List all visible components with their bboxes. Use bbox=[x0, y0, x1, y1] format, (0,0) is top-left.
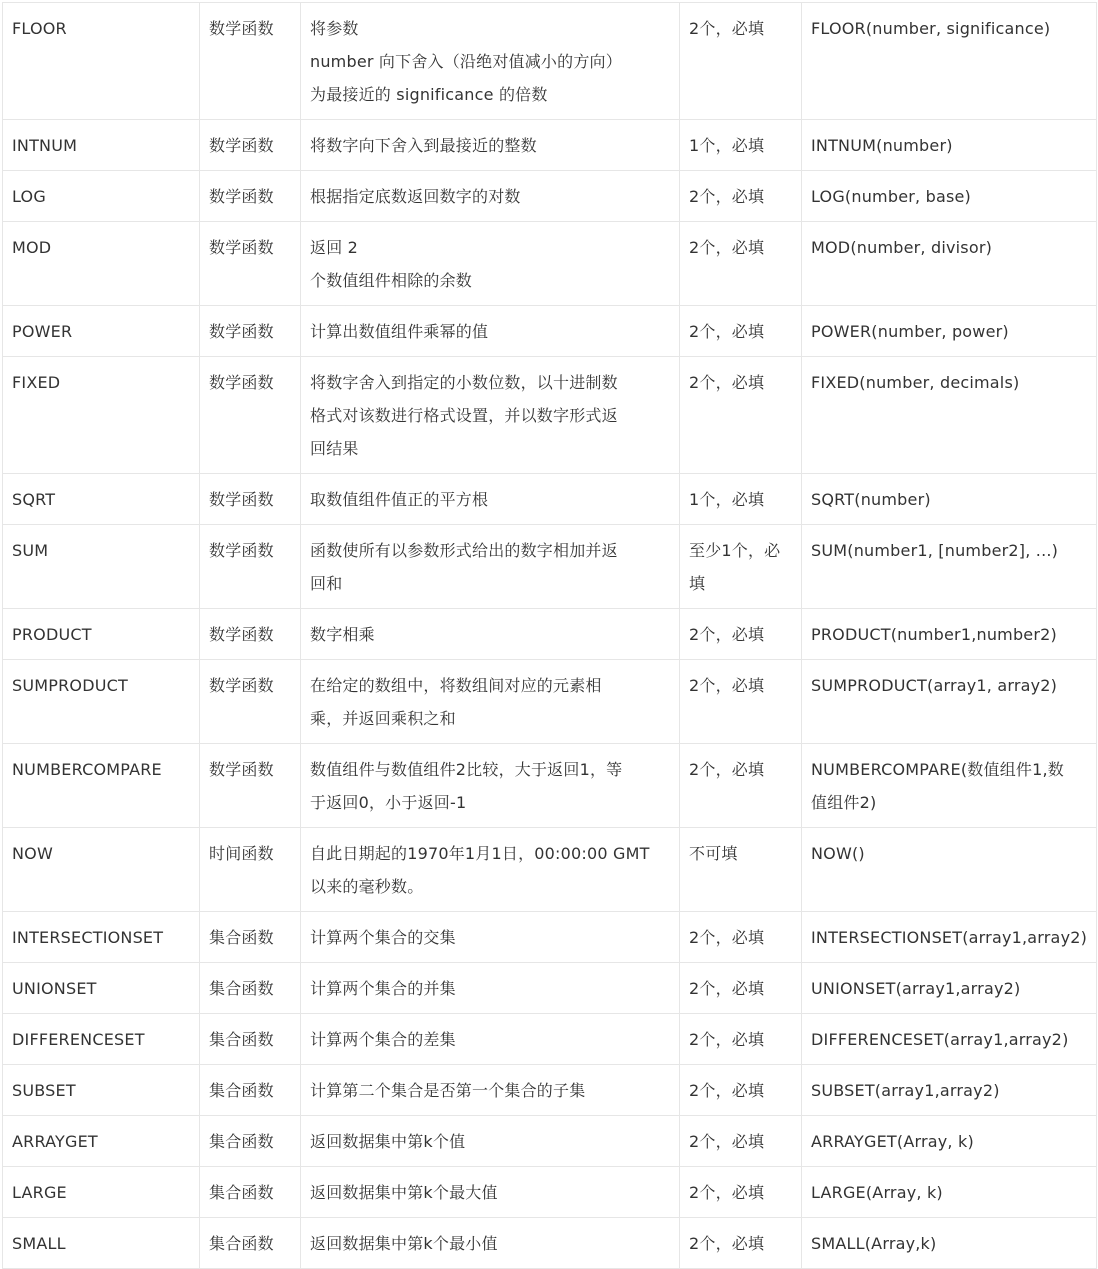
function-name-cell bbox=[3, 306, 200, 357]
function-name-cell bbox=[3, 1167, 200, 1218]
function-type: 集合函数 bbox=[209, 1183, 274, 1202]
syntax-line: INTERSECTIONSET(array1,array2) bbox=[811, 928, 1088, 947]
syntax-line: SMALL(Array,k) bbox=[811, 1234, 937, 1253]
description-line: 以来的毫秒数。 bbox=[310, 877, 424, 896]
function-name-cell bbox=[3, 1116, 200, 1167]
function-reference-table bbox=[2, 2, 1097, 1269]
function-params-cell bbox=[680, 828, 802, 912]
function-type: 数学函数 bbox=[209, 760, 274, 779]
function-name-cell bbox=[3, 828, 200, 912]
function-name-cell bbox=[3, 474, 200, 525]
function-syntax-cell bbox=[802, 1167, 1097, 1218]
function-name: INTERSECTIONSET bbox=[12, 928, 164, 947]
function-syntax-cell bbox=[802, 963, 1097, 1014]
function-description-cell bbox=[301, 120, 680, 171]
function-syntax-cell bbox=[802, 474, 1097, 525]
function-params-cell bbox=[680, 1116, 802, 1167]
function-type: 数学函数 bbox=[209, 373, 274, 392]
function-type: 数学函数 bbox=[209, 541, 274, 560]
function-type-cell bbox=[200, 609, 301, 660]
table-row bbox=[3, 1218, 1097, 1269]
description-line: 数值组件与数值组件2比较，大于返回1，等 bbox=[310, 760, 623, 779]
params-line: 2个，必填 bbox=[689, 928, 765, 947]
function-name: LARGE bbox=[12, 1183, 67, 1202]
function-description-cell bbox=[301, 1218, 680, 1269]
function-description-cell bbox=[301, 1116, 680, 1167]
function-params-cell bbox=[680, 120, 802, 171]
function-description-cell bbox=[301, 1014, 680, 1065]
function-params-cell bbox=[680, 306, 802, 357]
function-name-cell bbox=[3, 222, 200, 306]
description-line: 返回 2 bbox=[310, 238, 359, 257]
table-row bbox=[3, 609, 1097, 660]
description-line: 个数值组件相除的余数 bbox=[310, 271, 473, 290]
function-type-cell bbox=[200, 1116, 301, 1167]
function-name-cell bbox=[3, 1065, 200, 1116]
function-type-cell bbox=[200, 525, 301, 609]
description-line: 取数值组件值正的平方根 bbox=[310, 490, 489, 509]
function-name: DIFFERENCESET bbox=[12, 1030, 145, 1049]
function-syntax-cell bbox=[802, 525, 1097, 609]
description-line: 自此日期起的1970年1月1日，00:00:00 GMT bbox=[310, 844, 650, 863]
function-type: 集合函数 bbox=[209, 928, 274, 947]
description-line: 返回数据集中第k个最小值 bbox=[310, 1234, 498, 1253]
syntax-line: ARRAYGET(Array, k) bbox=[811, 1132, 974, 1151]
function-syntax-cell bbox=[802, 1116, 1097, 1167]
params-line: 1个，必填 bbox=[689, 490, 765, 509]
table-row bbox=[3, 3, 1097, 120]
description-line: 返回数据集中第k个值 bbox=[310, 1132, 466, 1151]
params-line: 不可填 bbox=[689, 844, 738, 863]
function-description-cell bbox=[301, 828, 680, 912]
params-line: 2个，必填 bbox=[689, 238, 765, 257]
params-line: 2个，必填 bbox=[689, 1183, 765, 1202]
function-name: POWER bbox=[12, 322, 73, 341]
function-name-cell bbox=[3, 744, 200, 828]
function-params-cell bbox=[680, 474, 802, 525]
function-description-cell bbox=[301, 609, 680, 660]
function-type-cell bbox=[200, 912, 301, 963]
function-params-cell bbox=[680, 744, 802, 828]
table-row bbox=[3, 357, 1097, 474]
params-line: 2个，必填 bbox=[689, 1234, 765, 1253]
function-description-cell bbox=[301, 474, 680, 525]
function-description-cell bbox=[301, 1167, 680, 1218]
table-row bbox=[3, 474, 1097, 525]
table-row bbox=[3, 1014, 1097, 1065]
description-line: 数字相乘 bbox=[310, 625, 375, 644]
function-name-cell bbox=[3, 912, 200, 963]
table-row bbox=[3, 222, 1097, 306]
params-line: 2个，必填 bbox=[689, 979, 765, 998]
function-name: SUMPRODUCT bbox=[12, 676, 129, 695]
function-params-cell bbox=[680, 1065, 802, 1116]
function-syntax-cell bbox=[802, 912, 1097, 963]
function-name: SUM bbox=[12, 541, 49, 560]
function-name: SMALL bbox=[12, 1234, 66, 1253]
table-row bbox=[3, 744, 1097, 828]
function-type: 数学函数 bbox=[209, 187, 274, 206]
function-syntax-cell bbox=[802, 744, 1097, 828]
function-type-cell bbox=[200, 306, 301, 357]
function-name: SQRT bbox=[12, 490, 56, 509]
function-type: 数学函数 bbox=[209, 238, 274, 257]
function-syntax-cell bbox=[802, 1218, 1097, 1269]
function-type: 数学函数 bbox=[209, 322, 274, 341]
params-line: 2个，必填 bbox=[689, 676, 765, 695]
function-type-cell bbox=[200, 1218, 301, 1269]
function-name: INTNUM bbox=[12, 136, 78, 155]
function-description-cell bbox=[301, 660, 680, 744]
syntax-line: INTNUM(number) bbox=[811, 136, 953, 155]
description-line: 乘，并返回乘积之和 bbox=[310, 709, 456, 728]
description-line: number 向下舍入（沿绝对值减小的方向） bbox=[310, 52, 622, 71]
function-params-cell bbox=[680, 963, 802, 1014]
function-params-cell bbox=[680, 609, 802, 660]
function-description-cell bbox=[301, 1065, 680, 1116]
syntax-line: SUMPRODUCT(array1, array2) bbox=[811, 676, 1058, 695]
description-line: 函数使所有以参数形式给出的数字相加并返 bbox=[310, 541, 618, 560]
function-name: UNIONSET bbox=[12, 979, 97, 998]
function-type: 集合函数 bbox=[209, 1234, 274, 1253]
description-line: 计算出数值组件乘幂的值 bbox=[310, 322, 489, 341]
function-name: MOD bbox=[12, 238, 52, 257]
function-name: FIXED bbox=[12, 373, 61, 392]
function-type-cell bbox=[200, 963, 301, 1014]
function-params-cell bbox=[680, 3, 802, 120]
function-name: ARRAYGET bbox=[12, 1132, 98, 1151]
function-syntax-cell bbox=[802, 222, 1097, 306]
function-syntax-cell bbox=[802, 3, 1097, 120]
params-line: 2个，必填 bbox=[689, 1081, 765, 1100]
description-line: 将参数 bbox=[310, 19, 359, 38]
params-line: 2个，必填 bbox=[689, 1030, 765, 1049]
function-name: NUMBERCOMPARE bbox=[12, 760, 162, 779]
table-row bbox=[3, 525, 1097, 609]
function-type-cell bbox=[200, 1167, 301, 1218]
description-line: 回结果 bbox=[310, 439, 359, 458]
function-description-cell bbox=[301, 744, 680, 828]
function-name-cell bbox=[3, 963, 200, 1014]
function-type: 集合函数 bbox=[209, 1081, 274, 1100]
params-line: 2个，必填 bbox=[689, 625, 765, 644]
function-type-cell bbox=[200, 171, 301, 222]
syntax-line: 值组件2) bbox=[811, 793, 877, 812]
function-name-cell bbox=[3, 1218, 200, 1269]
function-syntax-cell bbox=[802, 357, 1097, 474]
function-type-cell bbox=[200, 660, 301, 744]
function-type: 数学函数 bbox=[209, 625, 274, 644]
description-line: 计算两个集合的并集 bbox=[310, 979, 456, 998]
function-type-cell bbox=[200, 1014, 301, 1065]
function-type-cell bbox=[200, 828, 301, 912]
function-type: 数学函数 bbox=[209, 136, 274, 155]
params-line: 2个，必填 bbox=[689, 19, 765, 38]
params-line: 填 bbox=[689, 574, 706, 593]
function-description-cell bbox=[301, 222, 680, 306]
function-type: 集合函数 bbox=[209, 979, 274, 998]
description-line: 根据指定底数返回数字的对数 bbox=[310, 187, 521, 206]
syntax-line: NUMBERCOMPARE(数值组件1,数 bbox=[811, 760, 1064, 779]
function-type: 集合函数 bbox=[209, 1132, 274, 1151]
syntax-line: PRODUCT(number1,number2) bbox=[811, 625, 1057, 644]
syntax-line: MOD(number, divisor) bbox=[811, 238, 993, 257]
description-line: 将数字舍入到指定的小数位数，以十进制数 bbox=[310, 373, 618, 392]
function-description-cell bbox=[301, 306, 680, 357]
function-params-cell bbox=[680, 1167, 802, 1218]
function-syntax-cell bbox=[802, 660, 1097, 744]
function-description-cell bbox=[301, 357, 680, 474]
syntax-line: UNIONSET(array1,array2) bbox=[811, 979, 1021, 998]
function-syntax-cell bbox=[802, 1014, 1097, 1065]
description-line: 将数字向下舍入到最接近的整数 bbox=[310, 136, 537, 155]
function-params-cell bbox=[680, 525, 802, 609]
function-type: 数学函数 bbox=[209, 676, 274, 695]
function-type-cell bbox=[200, 744, 301, 828]
table-row bbox=[3, 912, 1097, 963]
function-syntax-cell bbox=[802, 828, 1097, 912]
params-line: 1个，必填 bbox=[689, 136, 765, 155]
table-row bbox=[3, 1116, 1097, 1167]
function-syntax-cell bbox=[802, 120, 1097, 171]
function-syntax-cell bbox=[802, 306, 1097, 357]
function-type: 集合函数 bbox=[209, 1030, 274, 1049]
syntax-line: SUBSET(array1,array2) bbox=[811, 1081, 1000, 1100]
function-name-cell bbox=[3, 660, 200, 744]
function-type: 数学函数 bbox=[209, 19, 274, 38]
table-row bbox=[3, 306, 1097, 357]
params-line: 2个，必填 bbox=[689, 187, 765, 206]
function-name: FLOOR bbox=[12, 19, 67, 38]
function-params-cell bbox=[680, 222, 802, 306]
function-name: PRODUCT bbox=[12, 625, 92, 644]
syntax-line: LOG(number, base) bbox=[811, 187, 971, 206]
description-line: 格式对该数进行格式设置，并以数字形式返 bbox=[310, 406, 618, 425]
function-name-cell bbox=[3, 3, 200, 120]
syntax-line: SQRT(number) bbox=[811, 490, 931, 509]
function-syntax-cell bbox=[802, 609, 1097, 660]
description-line: 为最接近的 significance 的倍数 bbox=[310, 85, 548, 104]
function-params-cell bbox=[680, 912, 802, 963]
function-params-cell bbox=[680, 1014, 802, 1065]
function-type-cell bbox=[200, 357, 301, 474]
table-row bbox=[3, 171, 1097, 222]
function-type-cell bbox=[200, 3, 301, 120]
function-description-cell bbox=[301, 912, 680, 963]
description-line: 计算第二个集合是否第一个集合的子集 bbox=[310, 1081, 586, 1100]
description-line: 计算两个集合的交集 bbox=[310, 928, 456, 947]
params-line: 至少1个，必 bbox=[689, 541, 781, 560]
syntax-line: POWER(number, power) bbox=[811, 322, 1009, 341]
function-description-cell bbox=[301, 525, 680, 609]
function-type-cell bbox=[200, 120, 301, 171]
function-params-cell bbox=[680, 1218, 802, 1269]
function-description-cell bbox=[301, 171, 680, 222]
table-row bbox=[3, 1167, 1097, 1218]
function-name-cell bbox=[3, 120, 200, 171]
description-line: 回和 bbox=[310, 574, 343, 593]
function-type: 数学函数 bbox=[209, 490, 274, 509]
function-type-cell bbox=[200, 1065, 301, 1116]
function-table-body bbox=[3, 3, 1097, 1269]
function-name: SUBSET bbox=[12, 1081, 76, 1100]
description-line: 在给定的数组中，将数组间对应的元素相 bbox=[310, 676, 602, 695]
function-name-cell bbox=[3, 525, 200, 609]
table-row bbox=[3, 963, 1097, 1014]
function-description-cell bbox=[301, 3, 680, 120]
function-name-cell bbox=[3, 1014, 200, 1065]
description-line: 计算两个集合的差集 bbox=[310, 1030, 456, 1049]
function-name: LOG bbox=[12, 187, 46, 206]
syntax-line: LARGE(Array, k) bbox=[811, 1183, 943, 1202]
description-line: 于返回0，小于返回-1 bbox=[310, 793, 467, 812]
function-syntax-cell bbox=[802, 1065, 1097, 1116]
function-name: NOW bbox=[12, 844, 53, 863]
syntax-line: SUM(number1, [number2], ...) bbox=[811, 541, 1059, 560]
syntax-line: DIFFERENCESET(array1,array2) bbox=[811, 1030, 1069, 1049]
params-line: 2个，必填 bbox=[689, 373, 765, 392]
function-type: 时间函数 bbox=[209, 844, 274, 863]
params-line: 2个，必填 bbox=[689, 760, 765, 779]
syntax-line: FIXED(number, decimals) bbox=[811, 373, 1020, 392]
syntax-line: NOW() bbox=[811, 844, 865, 863]
table-row bbox=[3, 120, 1097, 171]
function-name-cell bbox=[3, 609, 200, 660]
function-name-cell bbox=[3, 357, 200, 474]
table-row bbox=[3, 1065, 1097, 1116]
params-line: 2个，必填 bbox=[689, 1132, 765, 1151]
function-params-cell bbox=[680, 660, 802, 744]
function-type-cell bbox=[200, 222, 301, 306]
table-row bbox=[3, 660, 1097, 744]
table-row bbox=[3, 828, 1097, 912]
function-params-cell bbox=[680, 171, 802, 222]
function-syntax-cell bbox=[802, 171, 1097, 222]
function-params-cell bbox=[680, 357, 802, 474]
description-line: 返回数据集中第k个最大值 bbox=[310, 1183, 498, 1202]
function-name-cell bbox=[3, 171, 200, 222]
function-description-cell bbox=[301, 963, 680, 1014]
syntax-line: FLOOR(number, significance) bbox=[811, 19, 1051, 38]
function-type-cell bbox=[200, 474, 301, 525]
params-line: 2个，必填 bbox=[689, 322, 765, 341]
